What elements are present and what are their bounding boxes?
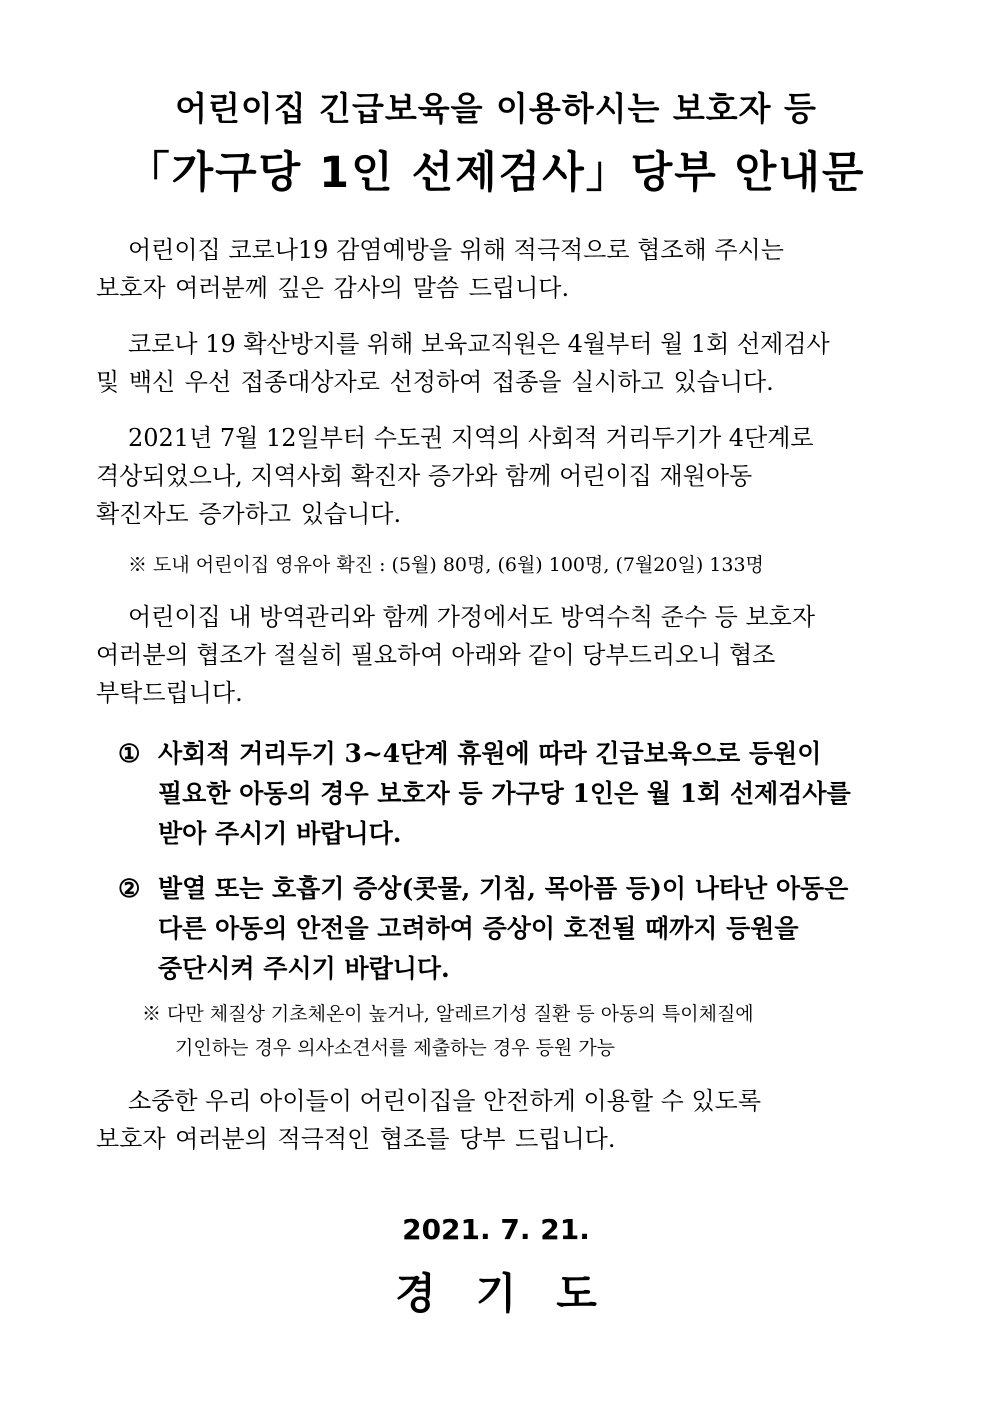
paragraph-line: 어린이집 내 방역관리와 함께 가정에서도 방역수칙 준수 등 보호자 bbox=[128, 603, 815, 631]
document-date: 2021. 7. 21. bbox=[402, 1213, 590, 1246]
paragraph-staff-testing bbox=[96, 325, 896, 401]
item-number: ① bbox=[118, 739, 141, 768]
paragraph-gratitude bbox=[96, 231, 896, 307]
paragraph-line: 소중한 우리 아이들이 어린이집을 안전하게 이용할 수 있도록 bbox=[128, 1087, 762, 1115]
paragraph-request bbox=[96, 598, 896, 712]
paragraph-line: 코로나 19 확산방지를 위해 보육교직원은 4월부터 월 1회 선제검사 bbox=[128, 330, 830, 358]
document-title-line-2: 「가구당 1인 선제검사」당부 안내문 bbox=[126, 148, 866, 198]
item-line: 중단시켜 주시기 바랍니다. bbox=[158, 954, 450, 983]
paragraph-closing bbox=[96, 1082, 896, 1158]
issuer-name: 경기도 bbox=[395, 1269, 637, 1318]
paragraph-line: 보호자 여러분의 적극적인 협조를 당부 드립니다. bbox=[96, 1125, 616, 1153]
item-text bbox=[158, 734, 898, 854]
paragraph-line: 2021년 7월 12일부터 수도권 지역의 사회적 거리두기가 4단계로 bbox=[128, 424, 814, 452]
item-line: 사회적 거리두기 3~4단계 휴원에 따라 긴급보육으로 등원이 bbox=[158, 739, 822, 768]
note-confirmed-cases: ※ 도내 어린이집 영유아 확진 : (5월) 80명, (6월) 100명, (7월20일) 133명 bbox=[128, 554, 764, 576]
item-line: 필요한 아동의 경우 보호자 등 가구당 1인은 월 1회 선제검사를 bbox=[158, 779, 851, 808]
item-number: ② bbox=[118, 874, 141, 903]
item-text bbox=[158, 869, 898, 989]
paragraph-line: 확진자도 증가하고 있습니다. bbox=[96, 500, 402, 528]
note-exception-line-2: 기인하는 경우 의사소견서를 제출하는 경우 등원 가능 bbox=[175, 1037, 616, 1059]
paragraph-line: 여러분의 협조가 절실히 필요하여 아래와 같이 당부드리오니 협조 bbox=[96, 641, 776, 669]
paragraph-line: 격상되었으나, 지역사회 확진자 증가와 함께 어린이집 재원아동 bbox=[96, 462, 753, 490]
item-line: 다른 아동의 안전을 고려하여 증상이 호전될 때까지 등원을 bbox=[158, 914, 799, 943]
document-title-line-1: 어린이집 긴급보육을 이용하시는 보호자 등 bbox=[175, 89, 817, 128]
paragraph-distancing-level bbox=[96, 419, 896, 533]
paragraph-line: 어린이집 코로나19 감염예방을 위해 적극적으로 협조해 주시는 bbox=[128, 236, 784, 264]
note-exception-line-1: ※ 다만 체질상 기초체온이 높거나, 알레르기성 질환 등 아동의 특이체질에 bbox=[142, 1003, 754, 1025]
paragraph-line: 및 백신 우선 접종대상자로 선정하여 접종을 실시하고 있습니다. bbox=[96, 368, 774, 396]
item-line: 받아 주시기 바랍니다. bbox=[158, 819, 402, 848]
item-line: 발열 또는 호흡기 증상(콧물, 기침, 목아픔 등)이 나타난 아동은 bbox=[158, 874, 849, 903]
paragraph-line: 보호자 여러분께 깊은 감사의 말씀 드립니다. bbox=[96, 274, 570, 302]
paragraph-line: 부탁드립니다. bbox=[96, 679, 243, 707]
